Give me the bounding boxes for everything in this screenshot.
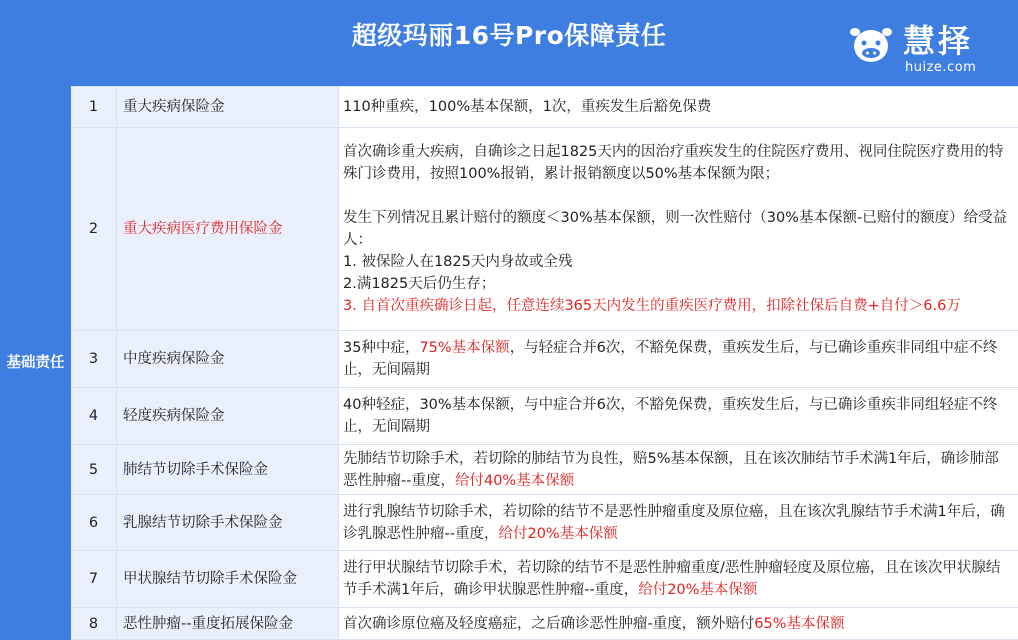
row-number: 5	[71, 445, 117, 495]
description-text: 首次确诊原位癌及轻度癌症，之后确诊恶性肿瘤-重度，额外赔付	[343, 615, 755, 632]
benefit-name: 恶性肿瘤--重度拓展保险金	[117, 608, 339, 640]
benefit-description	[339, 608, 1018, 640]
table-row	[1, 331, 1018, 388]
description-list-item: 2.满1825天后仍生存；	[343, 276, 496, 292]
row-number: 8	[71, 608, 117, 640]
header-banner	[0, 0, 1018, 86]
table-row	[1, 388, 1018, 445]
benefit-name: 轻度疾病保险金	[117, 388, 339, 445]
benefit-name: 重大疾病保险金	[117, 87, 339, 128]
benefit-description: 40种轻症，30%基本保额，与中症合并6次，不豁免保费，重疾发生后，与已确诊重疾非同组轻症不终止，无间隔期	[339, 388, 1018, 445]
row-number: 7	[71, 551, 117, 608]
row-number: 2	[71, 128, 117, 331]
benefit-name: 重大疾病医疗费用保险金	[117, 128, 339, 331]
logo-wordmark: 慧择	[903, 22, 974, 60]
row-number: 3	[71, 331, 117, 388]
highlight-text: 给付20%基本保额	[498, 525, 618, 542]
brand-logo	[849, 16, 984, 76]
benefit-description	[339, 551, 1018, 608]
benefit-description	[339, 445, 1018, 495]
description-text: 先肺结节切除手术，若切除的肺结节为良性，赔5%基本保额，且在该次肺结节手术满1年后，确诊肺部恶性肿瘤--重度，	[343, 450, 999, 489]
benefit-name: 乳腺结节切除手术保险金	[117, 495, 339, 551]
table-row	[1, 608, 1018, 640]
highlight-text: 给付20%基本保额	[638, 582, 758, 598]
benefit-name: 肺结节切除手术保险金	[117, 445, 339, 495]
row-number: 1	[71, 87, 117, 128]
table-row	[1, 87, 1018, 128]
description-spacer	[343, 185, 1012, 207]
description-paragraph: 发生下列情况且累计赔付的额度＜30%基本保额，则一次性赔付（30%基本保额-已赔付的额度）给受益人：	[343, 210, 1008, 248]
table-row	[1, 495, 1018, 551]
table-row	[1, 551, 1018, 608]
description-text: 35种中症，	[343, 340, 420, 356]
table-row	[1, 445, 1018, 495]
description-text: 进行乳腺结节切除手术，若切除的结节不是恶性肿瘤重度及原位癌，且在该次乳腺结节手术满1年后，确诊乳腺恶性肿瘤--重度，	[343, 503, 1005, 542]
description-text: ，与轻症合并6次，不豁免保费，重疾发生后，与已确诊重疾非同组中症不终止，无间隔期	[343, 340, 998, 378]
description-list-item: 1. 被保险人在1825天内身故或全残	[343, 254, 573, 270]
page-title: 超级玛丽16号Pro保障责任	[351, 21, 667, 50]
category-cell: 基础责任	[1, 87, 71, 640]
benefit-name: 甲状腺结节切除手术保险金	[117, 551, 339, 608]
description-list-item: 3. 自首次重疾确诊日起，任意连续365天内发生的重疾医疗费用，扣除社保后自费+自付＞6.6万	[343, 298, 961, 314]
description-paragraph: 首次确诊重大疾病，自确诊之日起1825天内的因治疗重疾发生的住院医疗费用、视同住院医疗费用的特殊门诊费用，按照100%报销，累计报销额度以50%基本保额为限；	[343, 144, 1004, 182]
coverage-table	[0, 86, 1018, 640]
benefit-description	[339, 128, 1018, 331]
benefit-description	[339, 331, 1018, 388]
highlight-text: 75%基本保额	[419, 340, 510, 356]
benefit-description	[339, 495, 1018, 551]
benefit-description: 110种重疾，100%基本保额，1次，重疾发生后豁免保费	[339, 87, 1018, 128]
table-row	[1, 128, 1018, 331]
benefit-name: 中度疾病保险金	[117, 331, 339, 388]
description-text: 进行甲状腺结节切除手术，若切除的结节不是恶性肿瘤重度/恶性肿瘤轻度及原位癌，且在该次甲状腺结节手术满1年后，确诊甲状腺恶性肿瘤--重度，	[343, 560, 1001, 598]
cow-mascot-icon	[849, 21, 893, 65]
highlight-text: 65%基本保额	[754, 615, 845, 632]
highlight-text: 给付40%基本保额	[454, 472, 575, 489]
row-number: 6	[71, 495, 117, 551]
logo-domain: huize.com	[905, 60, 977, 75]
row-number: 4	[71, 388, 117, 445]
